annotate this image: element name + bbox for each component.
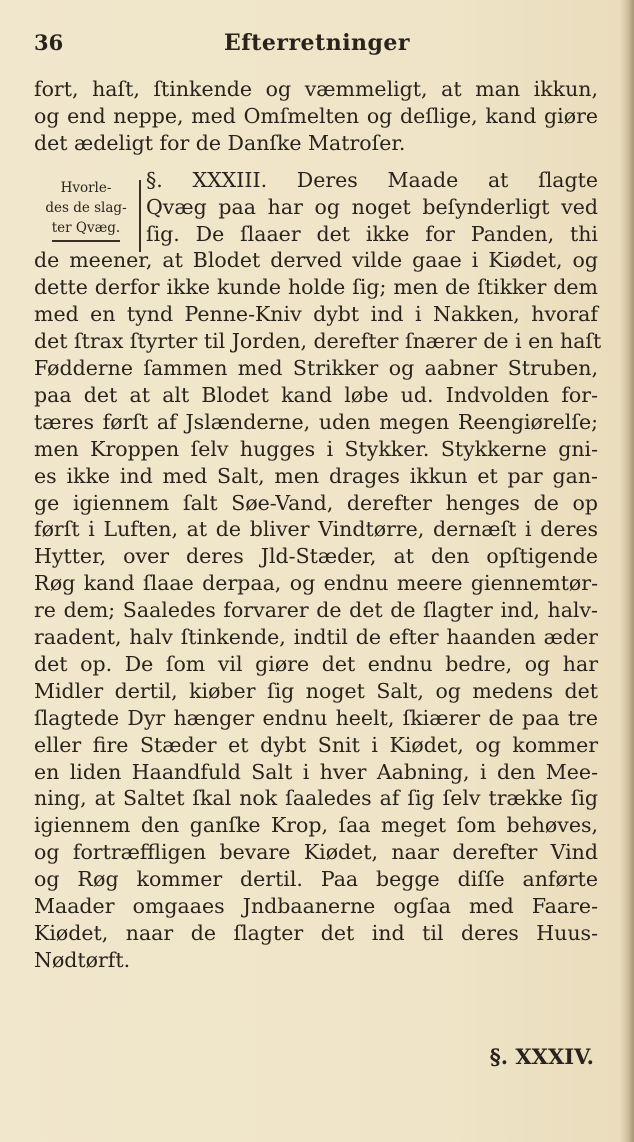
text-line: ning, at Saltet ſkal nok ſaaledes af ſig ſelv trække ſig [34, 786, 598, 811]
marginal-note-line: ter Qvæg. [51, 220, 121, 236]
marginal-note-rule [139, 180, 141, 252]
text-line: og Røg kommer dertil. Paa begge diſſe anførte [34, 867, 598, 892]
text-line: Nødtørft. [34, 947, 131, 972]
text-line: ge igiennem ſalt Søe-Vand, derefter henges de op [34, 490, 598, 515]
text-line: igiennem den ganſke Krop, ſaa meget ſom behøves, [34, 813, 598, 838]
text-line: de meener, at Blodet derved vilde gaae i Kiødet, og [34, 248, 598, 273]
text-line: Kiødet, naar de ſlagter det ind til deres Huus- [34, 920, 598, 945]
text-line: det ſtrax ſtyrter til Jorden, derefter ſnærer de i en haſt [34, 329, 602, 354]
running-head-title: Efterretninger [223, 30, 411, 56]
text-line: en liden Haandfuld Salt i hver Aabning, i den Mee- [34, 759, 598, 784]
page-edge [620, 0, 634, 1142]
text-line: Qvæg paa har og noget beſynderligt ved [146, 194, 598, 219]
text-line: og fortræffligen bevare Kiødet, naar derefter Vind [34, 840, 598, 865]
text-line: raadent, halv ſtinkende, indtil de efter haanden æder [34, 625, 598, 649]
text-line: ſlagtede Dyr hænger endnu heelt, ſkiærer de paa tre [34, 705, 598, 730]
catchword: §. XXXIV. [489, 1044, 594, 1069]
running-head [34, 30, 600, 64]
text-line: tæres førſt af Jslænderne, uden megen Reengiørelſe; [34, 409, 598, 434]
marginal-note-line: Hvorle- [60, 180, 112, 196]
text-line: det op. De ſom vil giøre det endnu bedre, og har [34, 651, 598, 676]
text-line: §. XXXIII. Deres Maade at ſlagte [146, 167, 598, 192]
text-line: Fødderne ſammen med Strikker og aabner Struben, [34, 356, 598, 380]
text-line: men Kroppen ſelv hugges i Stykker. Stykkerne gni- [34, 436, 598, 461]
marginal-note [34, 178, 138, 242]
text-line: paa det at alt Blodet kand løbe ud. Indvolden for- [34, 382, 598, 407]
text-line: Maader omgaaes Jndbaanerne ogſaa med Faare- [34, 894, 598, 918]
text-line: Røg kand ſlaae derpaa, og endnu meere giennemtør- [34, 571, 598, 596]
text-line: og end neppe, med Omſmelten og deſlige, kand giøre [34, 103, 598, 128]
marginal-note-line: des de slag- [45, 200, 127, 216]
text-line: ſig. De ſlaaer det ikke for Panden, thi [146, 221, 598, 246]
text-line: med en tynd Penne-Kniv dybt ind i Nakken, hvoraf [34, 302, 598, 327]
text-line: Hytter, over deres Jld-Stæder, at den opſtigende [34, 544, 598, 569]
text-line: eller fire Stæder et dybt Snit i Kiødet, og kommer [34, 732, 598, 757]
text-line: dette derfor ikke kunde holde ſig; men de ſtikker dem [34, 275, 598, 300]
page-number: 36 [34, 30, 64, 55]
marginal-note-underline [52, 240, 120, 242]
text-line: det ædeligt for de Danſke Matroſer. [34, 130, 406, 155]
text-line: es ikke ind med Salt, men drages ikkun et par gan- [34, 463, 598, 488]
text-line: førſt i Luften, at de bliver Vindtørre, dernæſt i deres [34, 517, 598, 542]
text-line: re dem; Saaledes forvarer de det de ſlagter ind, halv- [34, 598, 598, 623]
text-line: Midler dertil, kiøber ſig noget Salt, og medens det [34, 678, 598, 703]
text-line: fort, haſt, ſtinkende og væmmeligt, at man ikkun, [34, 77, 598, 101]
